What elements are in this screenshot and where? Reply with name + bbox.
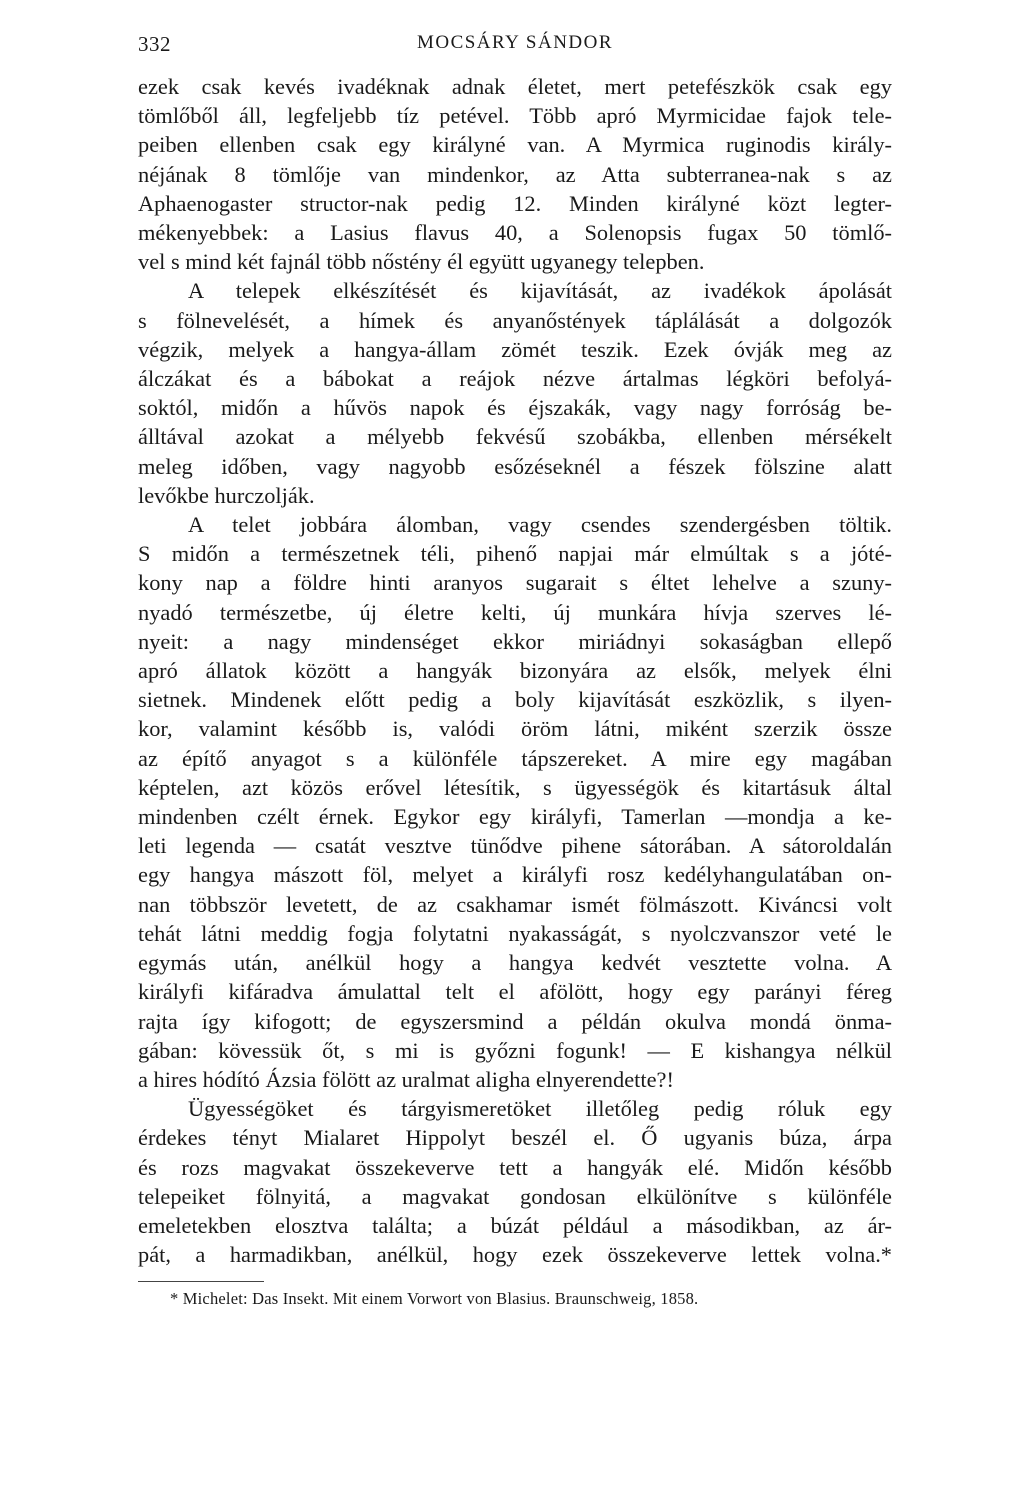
running-title: MOCSÁRY SÁNDOR: [416, 32, 614, 53]
text-line: álczákat és a bábokat a reájok nézve ártalmas légköri befolyá-: [138, 366, 892, 392]
text-line: képtelen, azt közös erővel létesítik, s ügyességök és kitartásuk által: [138, 774, 892, 800]
text-line: tehát látni meddig fogja folytatni nyakasságát, s nyolczvanszor veté le: [138, 920, 892, 946]
text-line: S midőn a természetnek téli, pihenő napjai már elmúltak s a jóté-: [138, 541, 892, 567]
text-line: s fölnevelését, a hímek és anyanőstények táplálását a dolgozók: [138, 307, 892, 333]
running-header: [138, 26, 892, 58]
text-line: néjának 8 tömlője van mindenkor, az Atta subterranea-nak s az: [138, 161, 892, 187]
text-line: kony nap a földre hinti aranyos sugarait s éltet lehelve a szuny-: [138, 570, 892, 596]
text-line: vel s mind két fajnál több nőstény él együtt ugyanegy telepben.: [138, 249, 705, 275]
text-line: telepeiket fölnyitá, a magvakat gondosan elkülönítve s különféle: [138, 1183, 892, 1209]
text-line: peiben ellenben csak egy királyné van. A Myrmica ruginodis király-: [138, 132, 892, 158]
text-line: az építő anyagot s a különféle tápszereket. A mire egy magában: [138, 745, 892, 771]
text-line: A telepek elkészítését és kijavítását, az ivadékok ápolását: [188, 278, 892, 304]
book-page: [138, 26, 892, 1310]
text-line: nyeit: a nagy mindenséget ekkor miriádnyi sokaságban ellepő: [138, 628, 892, 654]
text-line: mékenyebbek: a Lasius flavus 40, a Solenopsis fugax 50 tömlő-: [138, 220, 892, 246]
footnote: * Michelet: Das Insekt. Mit einem Vorwort von Blasius. Braunschweig, 1858.: [170, 1289, 699, 1309]
text-line: meleg időben, vagy nagyobb esőzéseknél a fészek fölszine alatt: [138, 453, 892, 479]
page-number: 332: [138, 32, 171, 56]
text-line: apró állatok között a hangyák bizonyára az elsők, melyek élni: [138, 658, 892, 684]
text-line: mindenben czélt érnek. Egykor egy királyfi, Tamerlan —mondja a ke-: [138, 804, 892, 830]
text-line: a hires hódító Ázsia fölött az uralmat aligha elnyerendette?!: [138, 1066, 674, 1092]
text-line: Ügyességöket és tárgyismeretöket illetőleg pedig róluk egy: [188, 1096, 892, 1122]
text-line: és rozs magvakat összekeverve tett a hangyák elé. Midőn később: [138, 1154, 892, 1180]
text-line: egy hangya mászott föl, melyet a királyfi rosz kedélyhangulatában on-: [138, 862, 892, 888]
text-line: kor, valamint később is, valódi öröm látni, miként szerzik össze: [138, 716, 892, 742]
footnote-divider: [138, 1281, 264, 1282]
text-line: soktól, midőn a hűvös napok és éjszakák, vagy nagy forróság be-: [138, 395, 892, 421]
text-line: álltával azokat a mélyebb fekvésű szobákba, ellenben mérsékelt: [138, 424, 892, 450]
text-line: királyfi kifáradva ámulattal telt el afölött, hogy egy parányi féreg: [138, 979, 892, 1005]
text-line: érdekes tényt Mialaret Hippolyt beszél el. Ő ugyanis búza, árpa: [138, 1125, 892, 1151]
text-line: pát, a harmadikban, anélkül, hogy ezek összekeverve lettek volna.*: [138, 1242, 892, 1268]
text-line: rajta így kifogott; de egyszersmind a példán okulva mondá önma-: [138, 1008, 892, 1034]
text-line: végzik, melyek a hangya-állam zömét teszik. Ezek óvják meg az: [138, 336, 892, 362]
text-line: nyadó természetbe, új életre kelti, új munkára hívja szerves lé-: [138, 599, 892, 625]
text-line: Aphaenogaster structor-nak pedig 12. Minden királyné közt legter-: [138, 190, 892, 216]
text-line: egymás után, anélkül hogy a hangya kedvét vesztette volna. A: [138, 950, 892, 976]
text-line: ezek csak kevés ivadéknak adnak életet, mert petefészkök csak egy: [138, 74, 892, 99]
text-line: leti legenda — csatát vesztve tünődve pihene sátorában. A sátoroldalán: [138, 833, 892, 859]
text-line: gában: kövessük őt, s mi is győzni fogunk! — E kishangya nélkül: [138, 1037, 892, 1063]
body-text: [138, 72, 892, 1269]
text-line: levőkbe hurczolják.: [138, 482, 315, 508]
text-line: emeletekben elosztva találta; a búzát például a másodikban, az ár-: [138, 1212, 892, 1238]
text-line: tömlőből áll, legfeljebb tíz petével. Több apró Myrmicidae fajok tele-: [138, 103, 892, 129]
text-line: sietnek. Mindenek előtt pedig a boly kijavítását eszközlik, s ilyen-: [138, 687, 892, 713]
text-line: A telet jobbára álomban, vagy csendes szendergésben töltik.: [188, 512, 892, 538]
text-line: nan többször levetett, de az csakhamar ismét fölmászott. Kiváncsi volt: [138, 891, 892, 917]
